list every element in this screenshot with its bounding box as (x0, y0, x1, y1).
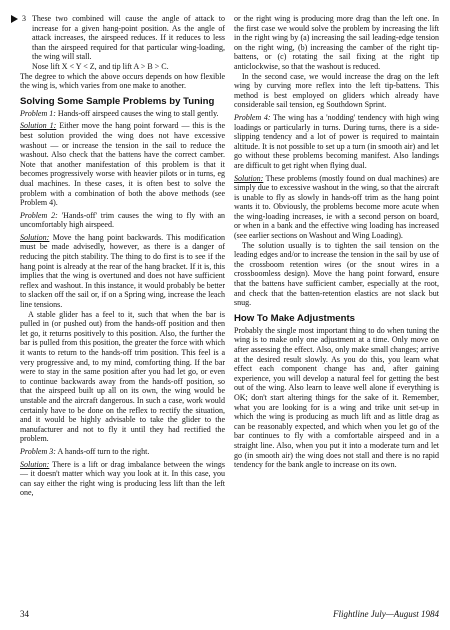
problem-label: Problem 2: (20, 210, 58, 220)
solution-label: Solution: (20, 232, 50, 242)
body-paragraph: Probably the single most important thing to do when tuning the wing is to make only one adjustment at a time. Only move on after assessing the effect. Also, only make small changes; arrive at the desired result slowly. As you do this, you learn what effect each component change has and, after gaining experience, you will develop a natural feel for getting the best out of the wing. Also learn to leave well alone if everything is OK; don't start altering things for the sake of it. Remember, what you are looking for is a wing and trike unit set-up in which the wing is producing as much lift and as little drag as can be reasonably expected, and which when you let go of the bar continues to fly with a comfortable airspeed and in a straight line. Also, when you put it into a moderate turn and let go (in smooth air) the wing does not stall and there is no rapid tendency for the bank angle to increase on its own. (234, 325, 439, 470)
list-item-text: These two combined will cause the angle of attack to increase for a given hang-point position. As the angle of attack increases, the airspeed reduces. If it reduces to less than the airspeed required for that particular wing-loading, the wing will stall. (32, 14, 225, 62)
problem-text: 'Hands-off' trim causes the wing to fly with an uncomfortably high airspeed. (20, 210, 225, 230)
problem-label: Problem 4: (234, 112, 271, 122)
problem-text: The wing has a 'nodding' tendency with high wing loadings or particularly in turns. During turns, there is a side-slipping tendency and a lot of power is required to maintain altitude. It is not possible to set up a turn (in smooth air) and let go without these problems becoming manifest. Also landings are difficult to get right when flying dual. (234, 112, 440, 170)
solution-label: Solution: (234, 173, 264, 183)
problem-text: Hands-off airspeed causes the wing to stall gently. (55, 108, 219, 118)
problem-3 (20, 447, 225, 457)
problem-4 (234, 113, 439, 171)
problem-1 (20, 109, 225, 119)
solution-text: There is a lift or drag imbalance between the wings — it doesn't matter which way you look at it. In this case, you can say either the right wing is producing less lift than the left one, (20, 459, 225, 498)
solution-4 (234, 174, 439, 241)
solution-text: Move the hang point backwards. This modification must be made advisedly, however, as there is a danger of reducing the pitch stability. The thing to do first is to see if the hang point is already at the rear of the hang bracket. If it is, this implies that the wing is overtuned and does not have sufficient reflex and washout. In this instance, it would probably be better to slacken off the sail or, if on a Spring wing, increase the leach line tensions. (20, 232, 225, 310)
arrow-marker-icon (11, 15, 18, 23)
body-paragraph: The solution usually is to tighten the sail tension on the leading edges and/or to increase the tension in the sail by use of the crossboom retention wires (or the snout wires in a crossboomless design). Move the hang point forward, ensure that the battens have sufficient camber, especially at the root, and check that the batten-retention elastics are not slack but snug. (234, 240, 439, 308)
solution-label: Solution 1: (20, 121, 57, 131)
problem-label: Problem 3: (20, 446, 56, 456)
magazine-issue: Flightline July—August 1984 (333, 609, 439, 619)
solution-2 (20, 233, 225, 310)
body-paragraph: A stable glider has a feel to it, such that when the bar is pulled in (or pushed out) from the hands-off position and then let go, it returns positively to this position. Also, the further the bar is pulled from this position, the greater the force with which it wants to return to the hands-off trim position. This feel is a very progressive and, to my mind, comforting thing. If the bar were to stay in the same position after you had let go, or even to continue backwards away from the hands-off position, so that the airspeed built up all on its own, the wing would be unstable and the aircraft dangerous. In such a case, work would certainly have to be done on the reflex to rectify the situation, and it would be highly advisable to take the glider to the manufacturer and not to fly it until they had rectified the problem. (20, 309, 225, 444)
solution-text: Either move the hang point forward — this is the best solution provided the wing does not have excessive washout — or increase the tension in the sail to reduce the washout. Also check that the battens have the correct camber. Note that another manifestation of this problem is that it becomes progressively worse with heavier pilots or in turns, eg dual machines. In these cases, it is often best to solve the problem with a combination of both the above methods (see Problem 4). (20, 121, 225, 208)
solution-label: Solution: (20, 459, 50, 469)
solution-3 (20, 460, 225, 498)
left-column (20, 14, 225, 498)
section-heading: Solving Some Sample Problems by Tuning (20, 95, 215, 107)
body-paragraph: In the second case, we would increase the drag on the left wing by curving more reflex into the left tip-battens. This method is best employed on gliders which already have considerable sail tension, eg Southdown Sprint. (234, 71, 439, 110)
page-number: 34 (20, 609, 29, 619)
problem-2 (20, 211, 225, 230)
solution-1 (20, 121, 225, 207)
list-item-number: 3 (22, 14, 26, 23)
right-column (234, 14, 439, 470)
list-item-3 (20, 14, 225, 72)
page-footer (20, 609, 439, 621)
body-paragraph: or the right wing is producing more drag than the left one. In the first case we would solve the problem by increasing the lift in the right wing by (a) increasing the sail leading-edge tension on the right wing, (b) increasing the camber of the right tip-battens, or (c) rotating the sail fixing at the right tip anticlockwise, so that the washout is reduced. (234, 14, 439, 71)
problem-text: A hands-off turn to the right. (55, 446, 150, 456)
problem-label: Problem 1: (20, 108, 56, 118)
lift-relation: Nose lift X < Y < Z, and tip lift A > B > C. (32, 61, 169, 71)
section-heading: How To Make Adjustments (234, 312, 355, 324)
body-paragraph: The degree to which the above occurs depends on how flexible the wing is, which varies from one make to another. (20, 71, 225, 91)
solution-text: These problems (mostly found on dual machines) are simply due to excessive washout in the wing, so that the aircraft is unable to fly as slowly in hands-off trim as the hang point wants it to. Obviously, the problems become more acute when the wing-loading increases, ie with a second person on board, or when in a bank and the effective wing loading has increased (see earlier sections on Washout and Wing Loading). (234, 173, 439, 241)
